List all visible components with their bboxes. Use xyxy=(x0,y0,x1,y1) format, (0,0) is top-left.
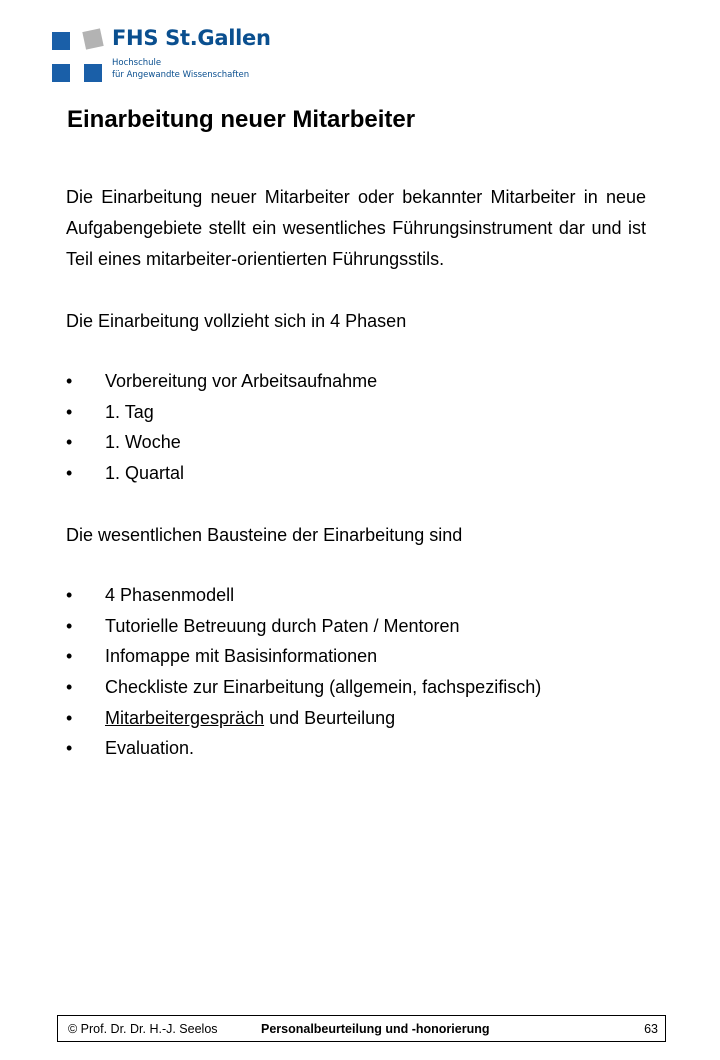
components-list xyxy=(66,580,646,764)
logo-subtitle-line2: für Angewandte Wissenschaften xyxy=(112,70,250,80)
list-item: • 4 Phasenmodell xyxy=(66,580,646,611)
mitarbeitergespraech-link[interactable]: Mitarbeitergespräch xyxy=(105,707,265,728)
page-title: Einarbeitung neuer Mitarbeiter xyxy=(67,106,416,133)
list-item: • 1. Quartal xyxy=(66,458,646,489)
phases-heading: Die Einarbeitung vollzieht sich in 4 Phasen xyxy=(66,311,407,331)
footer-page-number: 63 xyxy=(644,1022,658,1036)
components-heading: Die wesentlichen Bausteine der Einarbeitung sind xyxy=(66,524,463,545)
logo-square xyxy=(52,32,70,50)
footer-author: © Prof. Dr. Dr. H.-J. Seelos xyxy=(68,1022,218,1036)
list-item: • Infomappe mit Basisinformationen xyxy=(66,641,646,672)
logo-name: FHS St.Gallen xyxy=(112,26,271,50)
phases-list xyxy=(66,366,646,489)
list-item: • 1. Woche xyxy=(66,427,646,458)
fhs-logo xyxy=(50,28,290,88)
body-content xyxy=(66,182,646,764)
list-item xyxy=(66,703,646,734)
intro-paragraph: Die Einarbeitung neuer Mitarbeiter oder bekannter Mitarbeiter in neue Aufgabengebiete stellt ein wesentliches Führungsinstrument dar und ist Teil eines mitarbeiter-orientierten Führungsstils. xyxy=(66,187,646,269)
footer xyxy=(57,1015,666,1042)
list-item: • Vorbereitung vor Arbeitsaufnahme xyxy=(66,366,646,397)
list-item: • Checkliste zur Einarbeitung (allgemein, fachspezifisch) xyxy=(66,672,646,703)
footer-course: Personalbeurteilung und -honorierung xyxy=(261,1022,490,1036)
list-item: • Evaluation. xyxy=(66,733,646,764)
logo-square xyxy=(52,64,70,82)
list-item-text: und Beurteilung xyxy=(264,707,396,728)
list-item: • 1. Tag xyxy=(66,397,646,428)
list-item: • Tutorielle Betreuung durch Paten / Mentoren xyxy=(66,611,646,642)
logo-square xyxy=(84,64,102,82)
logo-subtitle-line1: Hochschule xyxy=(112,58,162,68)
logo-square xyxy=(82,28,103,49)
